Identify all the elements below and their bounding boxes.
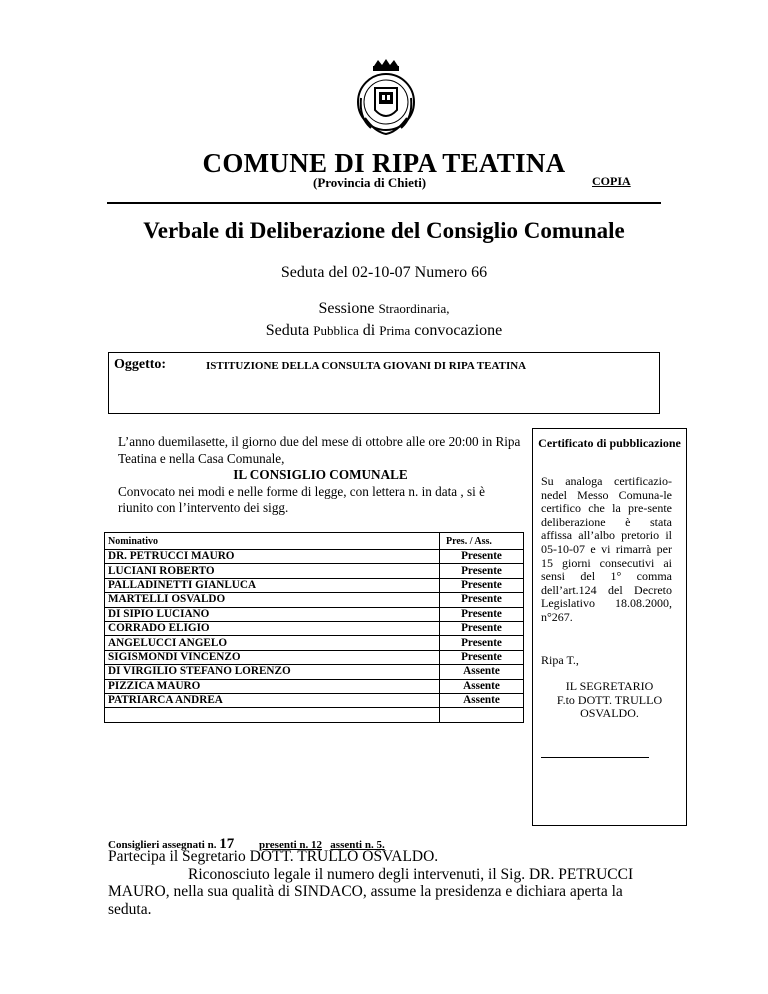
seduta-word: Seduta xyxy=(265,322,310,339)
member-status: Assente xyxy=(440,665,524,679)
attendance-table xyxy=(104,532,524,723)
member-status: Presente xyxy=(440,564,524,578)
signer-title: IL SEGRETARIO xyxy=(565,679,654,693)
province-label: (Provincia di Chieti) xyxy=(313,175,427,190)
document-heading: Verbale di Deliberazione del Consiglio Comunale xyxy=(143,218,625,243)
table-row xyxy=(105,550,524,564)
member-name: DR. PETRUCCI MAURO xyxy=(105,550,440,564)
column-header-status: Pres. / Ass. xyxy=(440,533,524,550)
session-type-line xyxy=(0,300,768,318)
session-date-number: Seduta del 02-10-07 Numero 66 xyxy=(280,264,488,281)
sessione-value: Straordinaria, xyxy=(378,301,450,316)
intro-line-1: L’anno duemilasette, il giorno due del mese di ottobre alle ore 20:00 in Ripa Teatina e nella Casa Comunale, xyxy=(118,434,521,466)
member-status: Assente xyxy=(440,679,524,693)
certificate-signature xyxy=(534,680,685,721)
member-status: Presente xyxy=(440,593,524,607)
member-name: PIZZICA MAURO xyxy=(105,679,440,693)
assigned-label: Consiglieri assegnati n. xyxy=(108,839,217,851)
signer-name: F.to DOTT. TRULLO OSVALDO. xyxy=(556,692,663,721)
member-name: SIGISMONDI VINCENZO xyxy=(105,650,440,664)
member-name: MARTELLI OSVALDO xyxy=(105,593,440,607)
member-name: PATRIARCA ANDREA xyxy=(105,693,440,707)
closing-paragraph xyxy=(108,848,668,918)
member-name: DI VIRGILIO STEFANO LORENZO xyxy=(105,665,440,679)
member-status xyxy=(440,708,524,722)
table-row xyxy=(105,578,524,592)
seduta-type: Pubblica xyxy=(313,323,359,338)
member-status: Presente xyxy=(440,578,524,592)
table-row xyxy=(105,564,524,578)
table-row xyxy=(105,593,524,607)
table-row xyxy=(105,621,524,635)
sitting-type-line xyxy=(0,322,768,340)
intro-paragraph xyxy=(118,434,523,517)
header-divider xyxy=(107,202,661,204)
convocazione-word: convocazione xyxy=(414,322,503,339)
member-status: Presente xyxy=(440,621,524,635)
signature-line xyxy=(541,757,649,758)
closing-line-1: Partecipa il Segretario DOTT. TRULLO OSVALDO. xyxy=(108,848,439,865)
sessione-word: Sessione xyxy=(318,300,375,317)
member-status: Presente xyxy=(440,650,524,664)
subject-label: Oggetto: xyxy=(114,357,167,372)
subject-text: ISTITUZIONE DELLA CONSULTA GIOVANI DI RIPA TEATINA xyxy=(206,360,527,372)
certificate-title: Certificato di pubblicazione xyxy=(538,436,681,450)
prima-word: Prima xyxy=(379,323,411,338)
member-name: DI SIPIO LUCIANO xyxy=(105,607,440,621)
closing-line-2: Riconosciuto legale il numero degli intervenuti, il Sig. DR. PETRUCCI MAURO, nella sua qualità di SINDACO, assume la presidenza e dichiara aperta la seduta. xyxy=(108,865,634,918)
table-row xyxy=(105,665,524,679)
member-status: Assente xyxy=(440,693,524,707)
member-status: Presente xyxy=(440,550,524,564)
member-name: PALLADINETTI GIANLUCA xyxy=(105,578,440,592)
council-heading: IL CONSIGLIO COMUNALE xyxy=(233,467,408,482)
column-header-name: Nominativo xyxy=(105,533,440,550)
member-name: LUCIANI ROBERTO xyxy=(105,564,440,578)
municipal-coat-of-arms-icon xyxy=(355,58,417,142)
present-count: presenti n. 12 xyxy=(258,839,323,851)
intro-line-2: Convocato nei modi e nelle forme di legge, con lettera n. in data , si è riunito con l’intervento dei sigg. xyxy=(118,483,485,515)
certificate-place: Ripa T., xyxy=(541,653,579,667)
member-name xyxy=(105,708,440,722)
member-name: CORRADO ELIGIO xyxy=(105,621,440,635)
certificate-text: Su analoga certificazio-nedel Messo Comuna-le certifico che la pre-sente deliberazione è stata affissa all’albo pretorio il 05-10-07 e vi rimarrà per 15 giorni consecutivi ai sensi del 1° comma dell’art.124 del Decreto Legislativo 18.08.2000, n°267. xyxy=(541,474,672,624)
table-row xyxy=(105,679,524,693)
municipality-title: COMUNE DI RIPA TEATINA xyxy=(202,148,566,178)
di-word: di xyxy=(362,322,376,339)
member-status: Presente xyxy=(440,636,524,650)
table-row xyxy=(105,607,524,621)
absent-count: assenti n. 5. xyxy=(330,839,385,851)
table-row xyxy=(105,650,524,664)
member-name: ANGELUCCI ANGELO xyxy=(105,636,440,650)
member-status: Presente xyxy=(440,607,524,621)
assigned-count: 17 xyxy=(219,836,235,852)
table-row xyxy=(105,636,524,650)
copy-label: COPIA xyxy=(592,174,631,188)
table-header-row xyxy=(105,533,524,550)
table-row xyxy=(105,693,524,707)
table-row xyxy=(105,708,524,722)
